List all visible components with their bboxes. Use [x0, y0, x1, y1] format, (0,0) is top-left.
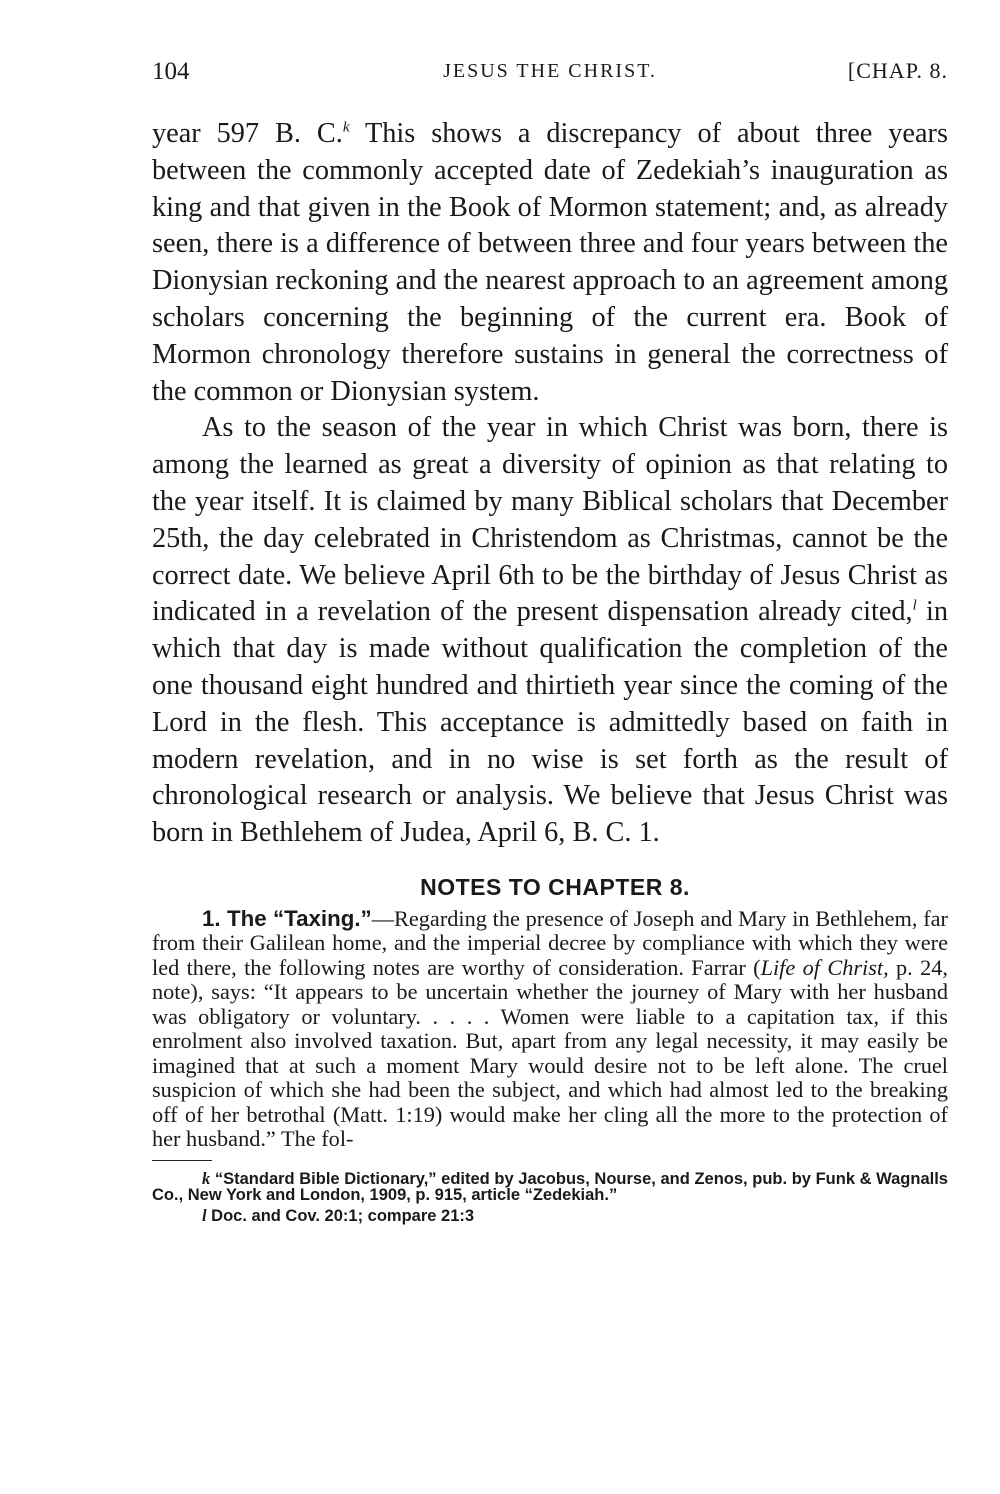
- footnote-l-text: Doc. and Cov. 20:1; compare 21:3: [206, 1206, 475, 1225]
- page-number: 104: [152, 58, 190, 85]
- footnote-l-mark: l: [202, 1205, 207, 1225]
- note-1: [152, 907, 948, 1152]
- note-1-citation-title: Life of Christ,: [760, 954, 889, 980]
- note-1-label: 1. The “Taxing.”: [202, 905, 372, 931]
- footnote-ref-k[interactable]: k: [342, 119, 350, 136]
- book-page: [152, 58, 948, 1228]
- footnote-k-text: “Standard Bible Dictionary,” edited by Jacobus, Nourse, and Zenos, pub. by Funk & Wagnalls Co., New York and London, 1909, p. 915, article “Zedekiah.”: [152, 1169, 948, 1205]
- chapter-marker: [CHAP. 8.: [847, 58, 948, 83]
- paragraph-1-rest: This shows a discrepancy of about three years between the commonly accepted date of Zedekiah’s inauguration as king and that given in the Book of Mormon statement; and, as already seen, there is a difference of between three and four years between the Dionysian reckoning and the nearest approach to an agreement among scholars concerning the beginning of the current era. Book of Mormon chronology therefore sustains in general the correctness of the common or Dionysian system.: [152, 118, 948, 407]
- footnote-rule: [152, 1160, 212, 1161]
- running-head: [152, 58, 948, 92]
- notes-heading: NOTES TO CHAPTER 8.: [420, 873, 690, 900]
- footnote-k: [152, 1168, 948, 1205]
- paragraph-1: [152, 116, 948, 410]
- paragraph-1-start: year 597 B. C.: [152, 118, 343, 149]
- book-title: JESUS THE CHRIST.: [443, 60, 657, 82]
- paragraph-2-start: As to the season of the year in which Christ was born, there is among the learned as great a diversity of opinion as that relating to the year itself. It is claimed by many Biblical scholars that December 25th, the day celebrated in Christendom as Christmas, cannot be the correct date. We believe April 6th to be the birthday of Jesus Christ as indicated in a revelation of the present dispensation already cited,: [152, 412, 948, 628]
- footnote-k-mark: k: [202, 1168, 211, 1188]
- notes-section: [152, 907, 948, 1152]
- paragraph-2-rest: in which that day is made without qualification the completion of the one thousand eight hundred and thirtieth year since the coming of the Lord in the flesh. This acceptance is admittedly based on faith in modern revelation, and in no wise is set forth as the result of chronological research or analysis. We believe that Jesus Christ was born in Bethlehem of Judea, April 6, B. C. 1.: [152, 596, 948, 849]
- footnote-l: [152, 1205, 948, 1225]
- footnote-ref-l[interactable]: l: [912, 597, 917, 614]
- paragraph-2: [152, 410, 948, 852]
- footnotes: [152, 1168, 948, 1225]
- note-1-text-start: —Regarding the presence of Joseph and Mary in Bethlehem, far from their Galilean home, and the imperial decree by compliance with which they were led there, the following notes are worthy of consideration. Farrar (: [152, 905, 948, 980]
- note-1-text-rest: p. 24, note), says: “It appears to be uncertain whether the journey of Mary with her husband was obligatory or voluntary. . . . . Women were liable to a capitation tax, if this enrolment also involved taxation. But, apart from any legal necessity, it may easily be imagined that at such a moment Mary would desire not to be left alone. The cruel suspicion of which she had been the subject, and which had almost led to the breaking off of her betrothal (Matt. 1:19) would make her cling all the more to the protection of her husband.” The fol-: [152, 954, 948, 1152]
- main-text: [152, 116, 948, 852]
